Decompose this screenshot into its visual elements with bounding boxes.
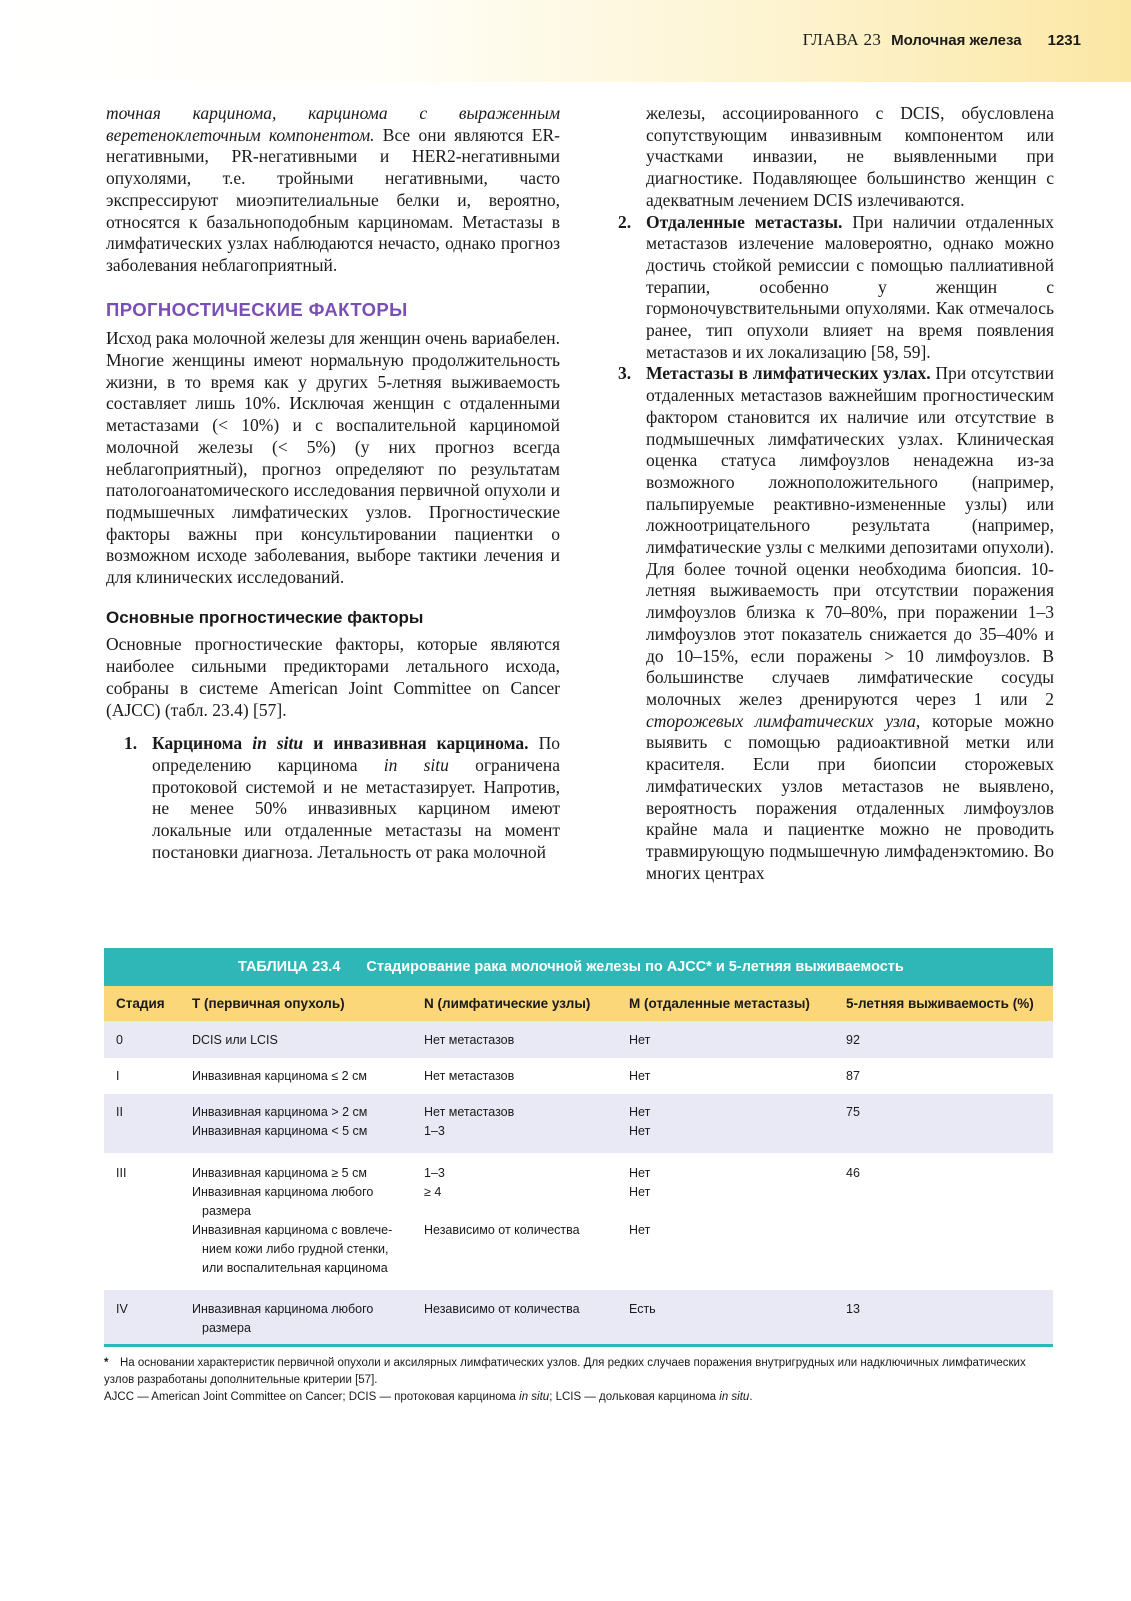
- paragraph-1-italic: точная карцинома, карцинома с выраженным веретеноклеточным компонентом.: [106, 103, 560, 145]
- table-caption: [104, 948, 1053, 986]
- table-row-stage-1: I Инвазивная карцинома ≤ 2 см Нет метастазов Нет 87: [116, 1069, 860, 1083]
- table-row-stage-2: II Инвазивная карцинома > 2 см Инвазивная карцинома < 5 см Нет метастазов 1–3 Нет Нет 75: [104, 1094, 1053, 1153]
- list-item-title: Метастазы в лимфатических узлах.: [646, 363, 931, 384]
- table-row-stage-0: 0 DCIS или LCIS Нет метастазов Нет 92: [104, 1021, 1053, 1058]
- header-t: T (первичная опухоль): [192, 996, 345, 1011]
- paragraph-1-text: Все они являются ER-негативными, PR-негативными и HER2-негативными опухолями, т.е. тройными негативными, часто экспрессируют миоэпителиальные белки и, вероятно, относятся к базальноподобным карциномам. Метастазы в лимфатических узлах наблюдаются нечасто, однако прогноз заболевания неблагоприятный.: [106, 124, 560, 275]
- list-number: 3.: [618, 363, 632, 384]
- list-item-title: Карцинома in situ и инвазивная карцинома.: [152, 733, 529, 754]
- list-number: 1.: [124, 733, 138, 754]
- header-survival: 5-летняя выживаемость (%): [846, 996, 1034, 1011]
- list-number: 2.: [618, 211, 632, 232]
- header-stage: Стадия: [116, 996, 165, 1011]
- paragraph-2: Исход рака молочной железы для женщин очень вариабелен. Многие женщины имеют нормальную продолжительность жизни, в то время как у других 5-летняя выживаемость составляет лишь 10%. Исключая женщин с отдаленными метастазами (< 10%) и с воспалительной карциномой молочной железы (< 5%) (у них прогноз всегда неблагоприятный), прогноз определяют по результатам патологоанатомического исследования первичной опухоли и подмышечных лимфатических узлов. Прогностические факторы важны при консультировании пациентки о возможном исходе заболевания, выборе тактики лечения и для клинических исследований.: [106, 328, 560, 588]
- table-footnote: * На основании характеристик первичной опухоли и аксилярных лимфатических узлов. Для редких случаев поражения внутригрудных или надключичных лимфатических узлов разработаны дополнительные критерии [57].: [104, 1357, 1026, 1386]
- numbered-list: [106, 733, 560, 863]
- paragraph-3: Основные прогностические факторы, которые являются наиболее сильными предикторами летального исхода, собраны в системе American Joint Committee on Cancer (AJCC) (табл. 23.4) [57].: [106, 634, 560, 720]
- page-header: [0, 0, 1131, 82]
- table-abbreviations: AJCC — American Joint Committee on Cancer; DCIS — протоковая карцинома in situ; LCIS — дольковая карцинома in situ.: [104, 1391, 753, 1403]
- list-item-body: При наличии отдаленных метастазов излечение маловероятно, однако можно достичь стойкой ремиссии с помощью паллиативной терапии, особенно у женщин с гормоночувствительными опухолями. Как отмечалось ранее, тип опухоли влияет на время появления метастазов и их локализацию [58, 59].: [646, 211, 1055, 362]
- left-column: [106, 103, 560, 864]
- list-item-1-continuation: железы, ассоциированного с DCIS, обусловлена сопутствующим инвазивным компонентом или участками инвазии, не выявленными при диагностике. Подавляющее большинство женщин с адекватным лечением DCIS излечиваются.: [646, 103, 1054, 210]
- table-notes: [104, 1355, 1053, 1406]
- chapter-title: Молочная железа: [891, 32, 1022, 49]
- list-item-title: Отдаленные метастазы.: [646, 211, 843, 232]
- header-m: M (отдаленные метастазы): [629, 996, 810, 1011]
- page-number: 1231: [1047, 32, 1081, 49]
- list-item-1: 1. Карцинома in situ и инвазивная карцинома. По определению карцинома in situ ограничена протоковой системой и не метастазирует. Напротив, не менее 50% инвазивных карцином имеют локальные или отдаленные метастазы на момент постановки диагноза. Летальность от рака молочной: [124, 733, 560, 862]
- right-column: [618, 103, 1054, 884]
- list-item-3: 3. Метастазы в лимфатических узлах. При отсутствии отдаленных метастазов важнейшим прогностическим фактором становится их наличие или отсутствие в подмышечных лимфатических узлах. Клиническая оценка статуса лимфоузлов ненадежна из-за возможного ложноположительного (например, пальпируемые реактивно-измененные узлы) или ложноотрицательного результата (например, лимфатические узлы с мелкими депозитами опухоли). Для более точной оценки необходима биопсия. 10-летняя выживаемость при отсутствии поражения лимфоузлов близка к 70–80%, при поражении 1–3 лимфоузлов этот показатель снижается до 35–40% и до 10–15%, если поражены > 10 лимфоузлов. В большинстве случаев лимфатические сосуды молочных желез дренируются через 1 или 2 сторожевых лимфатических узла, которые можно выявить с помощью радиоактивной метки или красителя. Если при биопсии сторожевых лимфатических узлов метастазов не выявлено, вероятность поражения отдаленных лимфоузлов крайне мала и пациентке можно не проводить травмирующую подмышечную лимфаденэктомию. Во многих центрах: [618, 363, 1054, 883]
- section-heading: ПРОГНОСТИЧЕСКИЕ ФАКТОРЫ: [106, 298, 408, 320]
- list-item-2: [618, 212, 1054, 364]
- table-bottom-rule: [104, 1344, 1053, 1347]
- paragraph-1: [106, 103, 560, 277]
- subheading: Основные прогностические факторы: [106, 607, 424, 627]
- table-title: Стадирование рака молочной железы по AJCC* и 5-летняя выживаемость: [366, 959, 904, 975]
- table-label: ТАБЛИЦА 23.4: [238, 959, 341, 975]
- table-header-row: [104, 986, 1053, 1021]
- table-row-stage-3: III Инвазивная карцинома ≥ 5 см Инвазивная карцинома любого размера Инвазивная карцинома с вовлече- нием кожи либо грудной стенки, или воспалительная карцинома 1–3 ≥ 4 Независимо от количества Нет Нет Нет 46: [116, 1166, 860, 1275]
- header-n: N (лимфатические узлы): [424, 996, 591, 1011]
- table-row-stage-4: IV Инвазивная карцинома любого размера Независимо от количества Есть 13: [104, 1290, 1053, 1344]
- staging-table: [104, 948, 1053, 1406]
- chapter-label: ГЛАВА 23: [802, 30, 882, 49]
- header-text: [803, 30, 1081, 50]
